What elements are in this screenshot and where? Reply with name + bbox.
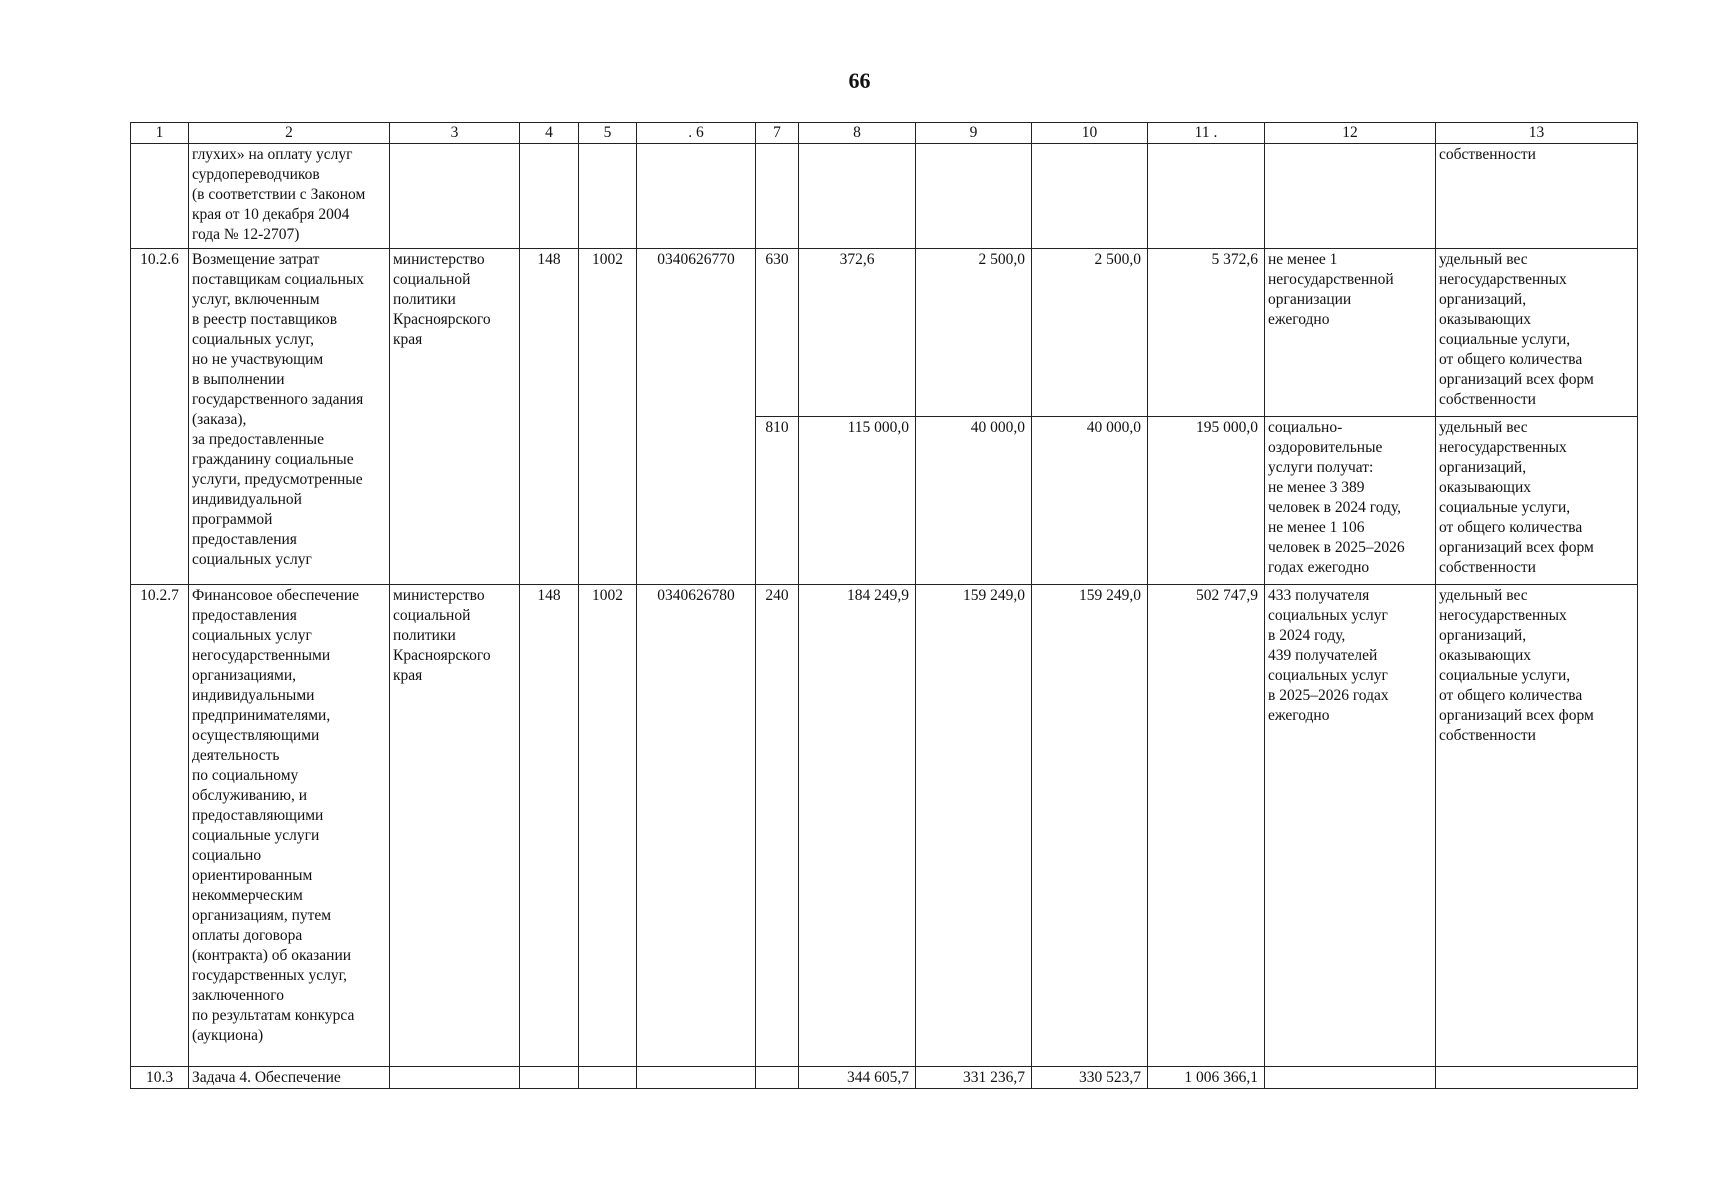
program-table xyxy=(130,122,1638,1089)
cell-empty xyxy=(579,144,637,249)
cell-amount-2026: 40 000,0 xyxy=(1032,417,1148,585)
col-header-9: 9 xyxy=(916,123,1032,144)
cell-rzpr: 1002 xyxy=(579,249,637,585)
cell-amount-2024: 344 605,7 xyxy=(799,1067,916,1089)
cell-empty xyxy=(390,144,520,249)
cell-amount-2026: 2 500,0 xyxy=(1032,249,1148,417)
cell-expected-result: не менее 1 негосударственной организации ежегодно xyxy=(1265,249,1436,417)
cell-empty xyxy=(1265,1067,1436,1089)
cell-rzpr: 1002 xyxy=(579,585,637,1067)
cell-empty xyxy=(1265,144,1436,249)
cell-amount-total: 502 747,9 xyxy=(1148,585,1265,1067)
cell-description: Задача 4. Обеспечение xyxy=(189,1067,390,1089)
table-row-10-3 xyxy=(131,1067,1638,1089)
cell-amount-total: 5 372,6 xyxy=(1148,249,1265,417)
cell-empty xyxy=(1032,144,1148,249)
column-number-row xyxy=(131,123,1638,144)
cell-vr: 630 xyxy=(756,249,799,417)
cell-empty xyxy=(131,144,189,249)
cell-amount-2026: 330 523,7 xyxy=(1032,1067,1148,1089)
cell-grbs: 148 xyxy=(520,249,579,585)
cell-amount-2024: 115 000,0 xyxy=(799,417,916,585)
col-header-5: 5 xyxy=(579,123,637,144)
col-header-2: 2 xyxy=(189,123,390,144)
cell-expected-result: 433 получателя социальных услуг в 2024 году, 439 получателей социальных услуг в 2025–2026 годах ежегодно xyxy=(1265,585,1436,1067)
cell-responsible: министерство социальной политики Красноярского края xyxy=(390,249,520,585)
col-header-3: 3 xyxy=(390,123,520,144)
cell-item-number: 10.2.7 xyxy=(131,585,189,1067)
cell-empty xyxy=(579,1067,637,1089)
col-header-4: 4 xyxy=(520,123,579,144)
col-header-7: 7 xyxy=(756,123,799,144)
cell-indicator: собственности xyxy=(1436,144,1638,249)
cell-amount-2026: 159 249,0 xyxy=(1032,585,1148,1067)
cell-description: Финансовое обеспечение предоставления социальных услуг негосударственными организациями, индивидуальными предпринимателями, осуществляющими деятельность по социальному обслуживанию, и предоставляющими социальные услуги социально ориентированным некоммерческим организациям, путем оплаты договора (контракта) об оказании государственных услуг, заключенного по результатам конкурса (аукциона) xyxy=(189,585,390,1067)
cell-amount-2024: 184 249,9 xyxy=(799,585,916,1067)
cell-indicator: удельный вес негосударственных организаций, оказывающих социальные услуги, от общего количества организаций всех форм собственности xyxy=(1436,249,1638,417)
cell-csr: 0340626780 xyxy=(637,585,756,1067)
cell-item-number: 10.2.6 xyxy=(131,249,189,585)
cell-amount-2025: 331 236,7 xyxy=(916,1067,1032,1089)
cell-grbs: 148 xyxy=(520,585,579,1067)
table-row-10-2-6-a xyxy=(131,249,1638,417)
cell-empty xyxy=(799,144,916,249)
cell-amount-2025: 2 500,0 xyxy=(916,249,1032,417)
cell-empty xyxy=(916,144,1032,249)
table-row-10-2-7 xyxy=(131,585,1638,1067)
cell-empty xyxy=(756,1067,799,1089)
col-header-13: 13 xyxy=(1436,123,1638,144)
cell-description: глухих» на оплату услуг сурдопереводчиков (в соответствии с Законом края от 10 декабря 2004 года № 12-2707) xyxy=(189,144,390,249)
cell-csr: 0340626770 xyxy=(637,249,756,585)
cell-amount-total: 195 000,0 xyxy=(1148,417,1265,585)
col-header-12: 12 xyxy=(1265,123,1436,144)
cell-item-number: 10.3 xyxy=(131,1067,189,1089)
page-number: 66 xyxy=(848,68,871,93)
cell-empty xyxy=(756,144,799,249)
cell-indicator: удельный вес негосударственных организаций, оказывающих социальные услуги, от общего количества организаций всех форм собственности xyxy=(1436,417,1638,585)
table-row-continued xyxy=(131,144,1638,249)
cell-amount-2025: 40 000,0 xyxy=(916,417,1032,585)
cell-amount-total: 1 006 366,1 xyxy=(1148,1067,1265,1089)
cell-indicator: удельный вес негосударственных организаций, оказывающих социальные услуги, от общего количества организаций всех форм собственности xyxy=(1436,585,1638,1067)
col-header-6: . 6 xyxy=(637,123,756,144)
col-header-11: 11 . xyxy=(1148,123,1265,144)
col-header-10: 10 xyxy=(1032,123,1148,144)
cell-empty xyxy=(390,1067,520,1089)
col-header-8: 8 xyxy=(799,123,916,144)
cell-empty xyxy=(520,1067,579,1089)
cell-expected-result: социально- оздоровительные услуги получат: не менее 3 389 человек в 2024 году, не менее 1 106 человек в 2025–2026 годах ежегодно xyxy=(1265,417,1436,585)
cell-vr: 240 xyxy=(756,585,799,1067)
cell-empty xyxy=(637,144,756,249)
cell-empty xyxy=(520,144,579,249)
cell-empty xyxy=(1148,144,1265,249)
cell-amount-2025: 159 249,0 xyxy=(916,585,1032,1067)
cell-responsible: министерство социальной политики Красноярского края xyxy=(390,585,520,1067)
cell-amount-2024: 372,6 xyxy=(799,249,916,417)
cell-empty xyxy=(637,1067,756,1089)
cell-empty xyxy=(1436,1067,1638,1089)
col-header-1: 1 xyxy=(131,123,189,144)
cell-vr: 810 xyxy=(756,417,799,585)
cell-description: Возмещение затрат поставщикам социальных услуг, включенным в реестр поставщиков социальных услуг, но не участвующим в выполнении государственного задания (заказа), за предоставленные гражданину социальные услуги, предусмотренные индивидуальной программой предоставления социальных услуг xyxy=(189,249,390,585)
